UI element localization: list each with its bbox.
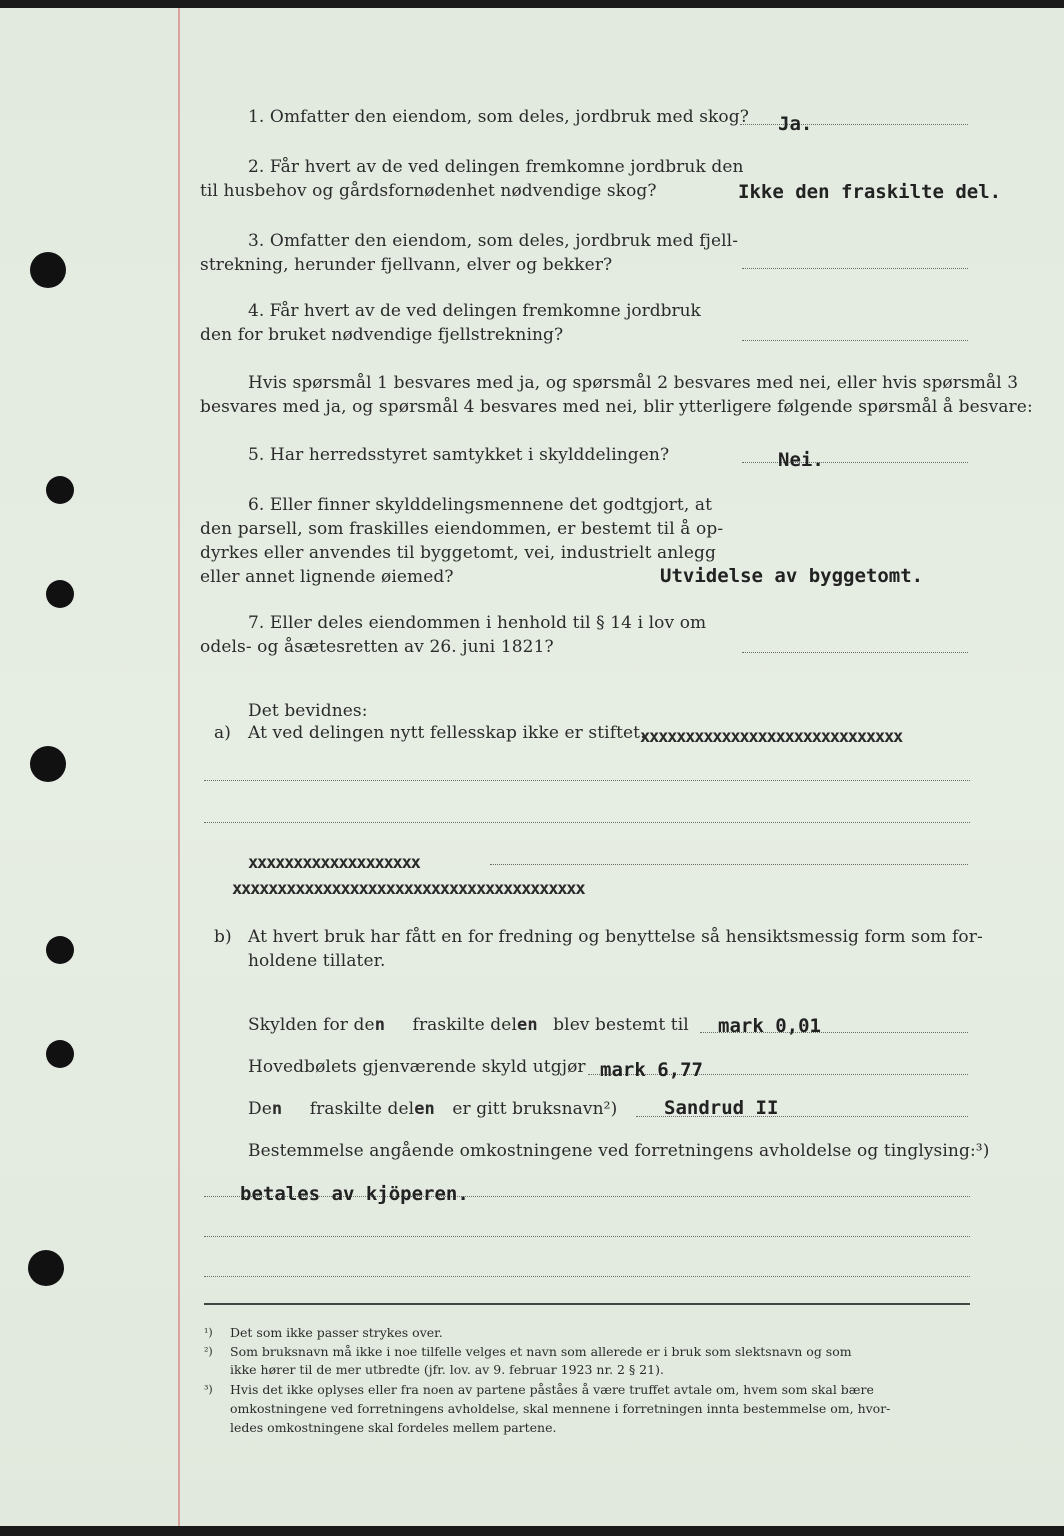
item-b-line-2: holdene tillater. bbox=[248, 951, 386, 971]
hoved-value: mark 6,77 bbox=[600, 1059, 703, 1081]
answer-2: Ikke den fraskilte del. bbox=[738, 181, 1002, 203]
answer-6: Utvidelse av byggetomt. bbox=[660, 565, 924, 587]
cost-value: betales av kjöperen. bbox=[240, 1183, 469, 1205]
name-value: Sandrud II bbox=[664, 1097, 779, 1119]
blank-line bbox=[204, 822, 970, 823]
question-7-line-2: odels- og åsætesretten av 26. juni 1821? bbox=[200, 637, 554, 657]
question-2-line-1: 2. Får hvert av de ved delingen fremkomne jordbruk den bbox=[248, 157, 744, 177]
footnote-3-line-3: ledes omkostningene skal fordeles mellem partene. bbox=[230, 1420, 557, 1435]
skyld-label-a: Skylden for de bbox=[248, 1015, 375, 1035]
footnote-1: Det som ikke passer strykes over. bbox=[230, 1325, 443, 1340]
skyld-label-b: fraskilte del bbox=[412, 1015, 517, 1035]
punch-hole bbox=[46, 580, 74, 608]
blank-line bbox=[204, 1236, 970, 1237]
condition-line-2: besvares med ja, og spørsmål 4 besvares med nei, blir ytterligere følgende spørsmål å besvare: bbox=[200, 397, 1033, 417]
skyld-value: mark 0,01 bbox=[718, 1015, 821, 1037]
question-6-line-1: 6. Eller finner skylddelingsmennene det godtgjort, at bbox=[248, 495, 713, 515]
footnote-rule bbox=[204, 1303, 970, 1305]
condition-line-1: Hvis spørsmål 1 besvares med ja, og spørsmål 2 besvares med nei, eller hvis spørsmål 3 bbox=[248, 373, 1019, 393]
name-label bbox=[248, 1098, 617, 1120]
question-6-line-2: den parsell, som fraskilles eiendommen, er bestemt til å op- bbox=[200, 519, 724, 539]
question-6-line-4: eller annet lignende øiemed? bbox=[200, 567, 454, 587]
punch-hole bbox=[46, 1040, 74, 1068]
name-label-b-suffix: en bbox=[414, 1099, 435, 1119]
question-3-line-1: 3. Omfatter den eiendom, som deles, jordbruk med fjell- bbox=[248, 231, 739, 251]
answer-5: Nei. bbox=[778, 449, 824, 471]
name-label-c: er gitt bruksnavn²) bbox=[452, 1099, 618, 1119]
scan-bottom-edge bbox=[0, 1526, 1064, 1536]
certification-heading: Det bevidnes: bbox=[248, 701, 368, 721]
scan-top-edge bbox=[0, 0, 1064, 8]
footnote-2-line-1: Som bruksnavn må ikke i noe tilfelle velges et navn som allerede er i bruk som slektsnavn og som bbox=[230, 1344, 852, 1359]
answer-line bbox=[742, 652, 968, 653]
footnote-3-line-1: Hvis det ikke oplyses eller fra noen av partene påståes å være truffet avtale om, hvem som skal bære bbox=[230, 1382, 874, 1397]
question-4-line-1 bbox=[248, 300, 742, 322]
blank-line bbox=[204, 780, 970, 781]
item-b-line-1: At hvert bruk har fått en for fredning og benyttelse så hensiktsmessig form som for- bbox=[248, 927, 983, 947]
punch-hole bbox=[46, 936, 74, 964]
struck-text: xxxxxxxxxxxxxxxxxxxxxxxxxxxxxxxxxxxxxxx bbox=[232, 879, 585, 899]
answer-line bbox=[742, 268, 968, 269]
punch-hole bbox=[30, 252, 66, 288]
name-label-b: fraskilte del bbox=[309, 1099, 415, 1119]
answer-line bbox=[742, 340, 968, 341]
question-5: 5. Har herredsstyret samtykket i skylddelingen? bbox=[248, 445, 670, 465]
skyld-label bbox=[248, 1014, 689, 1036]
margin-line bbox=[178, 8, 180, 1526]
question-7-line-1: 7. Eller deles eiendommen i henhold til § 14 i lov om bbox=[248, 613, 707, 633]
question-2-line-2: til husbehov og gårdsfornødenhet nødvendige skog? bbox=[200, 181, 657, 201]
blank-line bbox=[490, 864, 968, 865]
name-label-a-suffix: n bbox=[271, 1099, 283, 1119]
answer-line bbox=[742, 462, 968, 463]
item-a-text: At ved delingen nytt fellesskap ikke er stiftet. bbox=[248, 723, 646, 743]
question-4-line-2: den for bruket nødvendige fjellstrekning? bbox=[200, 325, 564, 345]
punch-hole bbox=[28, 1250, 64, 1286]
skyld-label-c: blev bestemt til bbox=[553, 1015, 689, 1035]
footnote-3-line-2: omkostningene ved forretningens avholdelse, skal mennene i forretningen innta bestemmelse om, hvor- bbox=[230, 1401, 891, 1416]
footnote-3-marker: ³) bbox=[204, 1383, 213, 1396]
question-1: 1. Omfatter den eiendom, som deles, jordbruk med skog? bbox=[248, 107, 749, 127]
punch-hole bbox=[30, 746, 66, 782]
skyld-label-a-suffix: n bbox=[374, 1015, 386, 1035]
item-b-marker: b) bbox=[214, 927, 232, 947]
footnote-2-marker: ²) bbox=[204, 1345, 213, 1358]
name-label-a: De bbox=[248, 1099, 272, 1119]
answer-1: Ja. bbox=[778, 113, 813, 135]
footnote-2-line-2: ikke hører til de mer utbredte (jfr. lov. av 9. februar 1923 nr. 2 § 21). bbox=[230, 1362, 664, 1377]
answer-line bbox=[740, 124, 968, 125]
question-6-line-3: dyrkes eller anvendes til byggetomt, vei, industrielt anlegg bbox=[200, 543, 716, 563]
punch-hole bbox=[46, 476, 74, 504]
item-a-marker: a) bbox=[214, 723, 231, 743]
question-3-line-2: strekning, herunder fjellvann, elver og bekker? bbox=[200, 255, 613, 275]
cost-label: Bestemmelse angående omkostningene ved forretningens avholdelse og tinglysing:³) bbox=[248, 1141, 990, 1161]
hoved-label: Hovedbølets gjenværende skyld utgjør bbox=[248, 1057, 586, 1077]
skyld-label-b-suffix: en bbox=[516, 1015, 538, 1035]
struck-text: xxxxxxxxxxxxxxxxxxxxxxxxxxxxx bbox=[640, 727, 903, 747]
struck-text: xxxxxxxxxxxxxxxxxxx bbox=[248, 853, 420, 873]
blank-line bbox=[204, 1276, 970, 1277]
question-4-text: 4. Får hvert av de ved delingen fremkomne jordbruk bbox=[248, 301, 701, 321]
footnote-1-marker: ¹) bbox=[204, 1326, 213, 1339]
